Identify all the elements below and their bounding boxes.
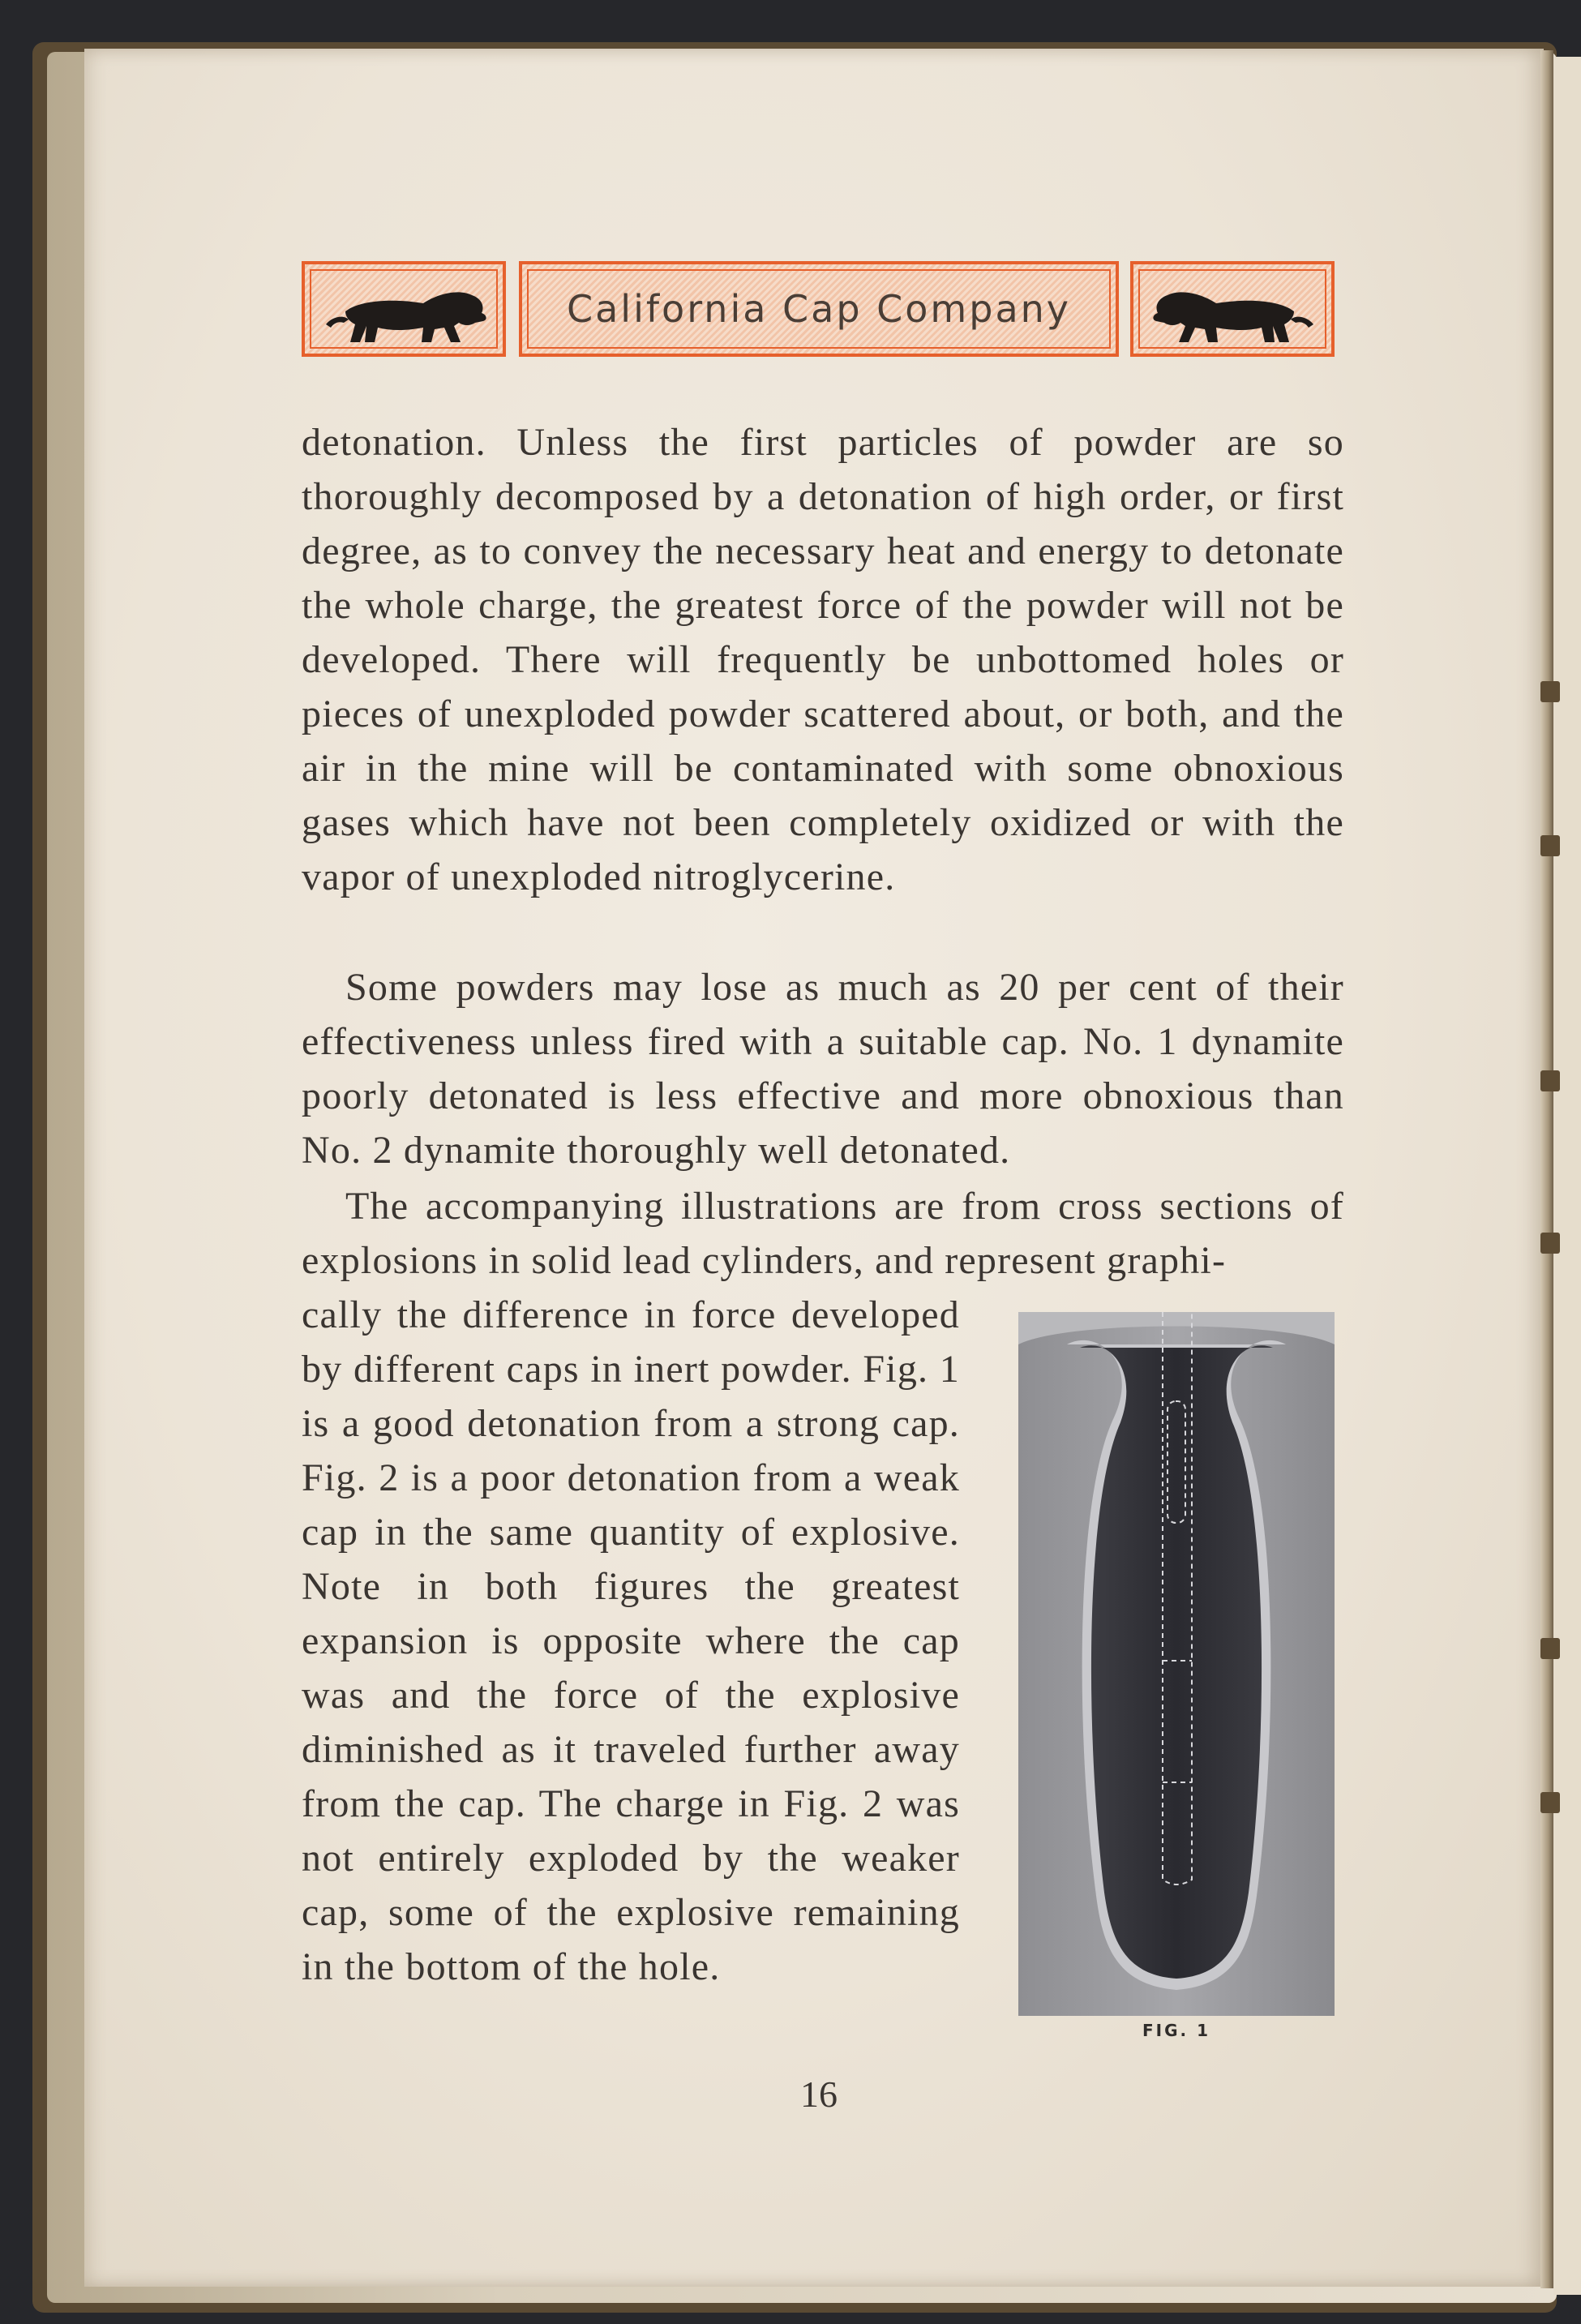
paragraph-illustrations-body: cally the difference in force developed by different caps in inert powder. Fig. 1 is a good detonation from a strong cap. Fig. 2 is a poor detonation from a weak cap in the same quantity of explosive. Note in both figures the greatest expansion is opposite where the cap was and the force of the explosive diminished as it traveled further away from the cap. The charge in Fig. 2 was not entirely exploded by the weaker cap, some of the explosive remaining in the bottom of the hole. xyxy=(302,1293,960,1988)
binding-tab xyxy=(1540,1233,1560,1254)
header-banner xyxy=(519,261,1119,357)
book-gutter xyxy=(1540,50,1553,2288)
page-number: 16 xyxy=(800,2073,838,2115)
paragraph-detonation: detonation. Unless the first particles of powder are so thoroughly decomposed by a detonation of high order, or first degree, as to convey the necessary heat and energy to detonate the whole charge, the greatest force of the powder will not be developed. There will frequently be unbottomed holes or pieces of unexploded powder scattered about, or both, and the air in the mine will be contaminated with some obnoxious gases which have not been completely oxidized or with the vapor of unexploded nitroglycerine. xyxy=(302,421,1344,898)
figure-lead-cylinder xyxy=(1018,1312,1335,2016)
lion-icon xyxy=(316,274,495,349)
header-left-emblem xyxy=(302,261,506,357)
binding-tab xyxy=(1540,681,1560,702)
paragraph-illustrations-intro: The accompanying illustrations are from cross sections of explosions in solid lead cylinders, and represent graphi- xyxy=(302,1185,1344,1282)
paragraph-powder-effectiveness: Some powders may lose as much as 20 per cent of their effectiveness unless fired with a suitable cap. No. 1 dynamite poorly detonated is less effective and more obnoxious than No. 2 dynamite thoroughly well detonated. xyxy=(302,966,1344,1172)
binding-tab xyxy=(1540,1638,1560,1659)
header-title: California Cap Company xyxy=(566,287,1072,331)
binding-tab xyxy=(1540,1070,1560,1091)
binding-tab xyxy=(1540,835,1560,856)
lion-icon xyxy=(1145,274,1323,349)
figure-caption: FIG. 1 xyxy=(1142,2021,1210,2040)
facing-page-edge xyxy=(1553,57,1581,2295)
header-right-emblem xyxy=(1130,261,1335,357)
binding-tab xyxy=(1540,1792,1560,1813)
